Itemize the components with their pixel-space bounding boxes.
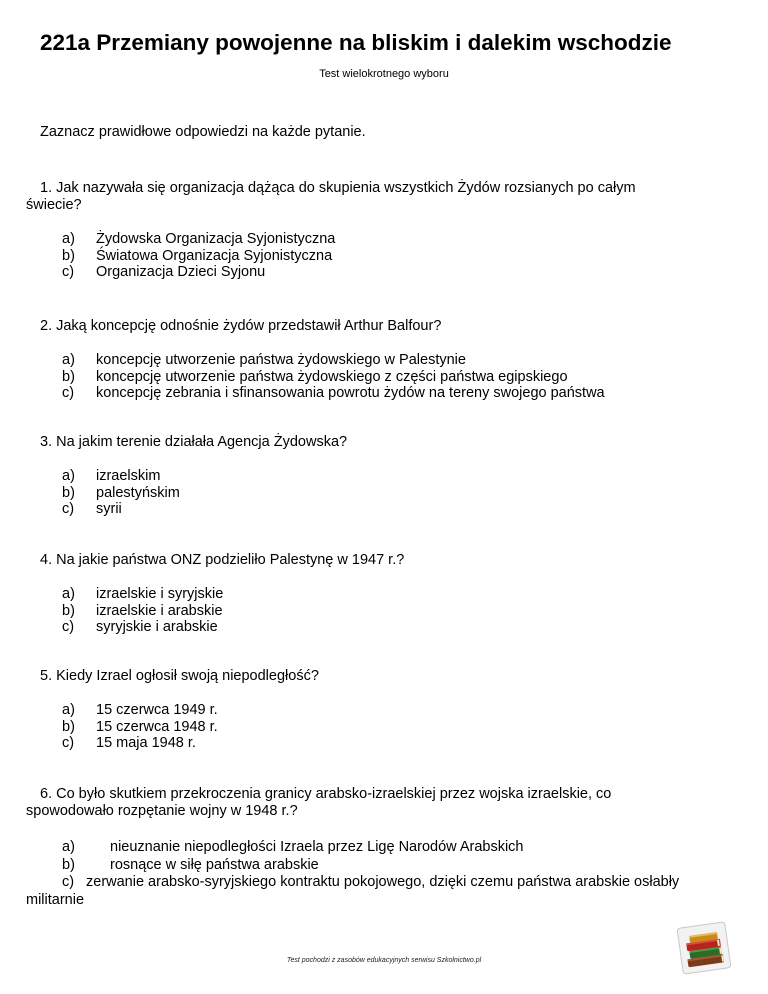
answer-option-b[interactable] — [26, 369, 726, 386]
question-text: 4. Na jakie państwa ONZ podzieliło Palestynę w 1947 r.? — [40, 552, 405, 568]
option-letter: a) — [62, 352, 75, 368]
option-text: palestyńskim — [96, 484, 180, 501]
page-subtitle: Test wielokrotnego wyboru — [319, 68, 449, 80]
question-6 — [26, 786, 726, 909]
option-letter: a) — [62, 702, 75, 718]
question-text: 2. Jaką koncepcję odnośnie żydów przedstawił Arthur Balfour? — [40, 318, 442, 334]
answer-options — [26, 468, 726, 518]
option-letter: b) — [62, 602, 75, 619]
option-letter: b) — [62, 718, 75, 735]
option-letter: c) — [62, 874, 75, 890]
option-text: koncepcję zebrania i sfinansowania powrotu żydów na tereny swojego państwa — [96, 385, 605, 402]
answer-option-b[interactable] — [26, 603, 726, 620]
option-text: nieuznanie niepodległości Izraela przez Ligę Narodów Arabskich — [110, 839, 524, 855]
answer-option-b[interactable] — [26, 248, 726, 265]
option-text: rosnące w siłę państwa arabskie — [110, 856, 319, 873]
option-letter: c) — [62, 735, 75, 752]
option-letter: c) — [62, 385, 75, 402]
answer-options — [26, 839, 726, 909]
option-text: 15 maja 1948 r. — [96, 735, 196, 752]
option-text: Żydowska Organizacja Syjonistyczna — [96, 231, 336, 247]
option-letter: b) — [62, 856, 75, 873]
answer-option-c[interactable] — [26, 735, 726, 752]
answer-options — [26, 352, 726, 402]
answer-option-a[interactable] — [26, 468, 726, 485]
answer-options — [26, 231, 726, 281]
option-letter: b) — [62, 484, 75, 501]
answer-option-a[interactable] — [26, 702, 726, 719]
option-letter: c) — [62, 619, 75, 636]
option-text: izraelskie i syryjskie — [96, 586, 224, 602]
option-text: 15 czerwca 1949 r. — [96, 702, 218, 718]
answer-option-c[interactable] — [26, 264, 726, 281]
answer-options — [26, 586, 726, 636]
answer-option-a[interactable] — [26, 352, 726, 369]
option-text: syryjskie i arabskie — [96, 619, 218, 636]
option-text: izraelskim — [96, 468, 161, 484]
question-3 — [26, 434, 726, 518]
answer-option-a[interactable] — [26, 586, 726, 603]
answer-option-b[interactable] — [26, 719, 726, 736]
option-text: koncepcję utworzenie państwa żydowskiego w Palestynie — [96, 352, 466, 368]
question-text: 3. Na jakim terenie działała Agencja Żydowska? — [40, 434, 348, 450]
option-letter: c) — [62, 501, 75, 518]
option-letter: a) — [62, 839, 75, 855]
instruction-text: Zaznacz prawidłowe odpowiedzi na każde pytanie. — [40, 124, 366, 140]
option-text: syrii — [96, 501, 122, 518]
question-text: 6. Co było skutkiem przekroczenia granicy arabsko-izraelskiej przez wojska izraelskie, co spowodowało rozpętanie wojny w 1948 r.? — [26, 786, 612, 819]
answer-option-c[interactable] — [26, 501, 726, 518]
answer-option-b[interactable] — [26, 857, 726, 875]
option-text: izraelskie i arabskie — [96, 602, 223, 619]
page-title: 221a Przemiany powojenne na bliskim i dalekim wschodzie — [40, 30, 672, 55]
question-4 — [26, 552, 726, 636]
option-letter: b) — [62, 368, 75, 385]
books-stack-icon — [676, 921, 732, 975]
answer-option-a[interactable] — [26, 231, 726, 248]
answer-options — [26, 702, 726, 752]
option-text: Organizacja Dzieci Syjonu — [96, 264, 266, 281]
option-text: koncepcję utworzenie państwa żydowskiego z części państwa egipskiego — [96, 368, 568, 385]
question-text: 5. Kiedy Izrael ogłosił swoją niepodległość? — [40, 668, 319, 684]
page-footer: Test pochodzi z zasobów edukacyjnych serwisu Szkolnictwo.pl — [286, 957, 482, 964]
option-letter: c) — [62, 264, 75, 281]
option-letter: a) — [62, 231, 75, 247]
question-2 — [26, 318, 726, 402]
question-text: 1. Jak nazywała się organizacja dążąca do skupienia wszystkich Żydów rozsianych po całym świecie? — [26, 180, 636, 213]
answer-option-c[interactable] — [26, 619, 726, 636]
option-letter: b) — [62, 247, 75, 264]
option-letter: a) — [62, 586, 75, 602]
question-1 — [26, 180, 726, 281]
answer-option-b[interactable] — [26, 485, 726, 502]
option-text: zerwanie arabsko-syryjskiego kontraktu pokojowego, dzięki czemu państwa arabskie osłabły militarnie — [26, 874, 680, 908]
option-text: 15 czerwca 1948 r. — [96, 718, 218, 735]
answer-option-c[interactable] — [26, 385, 726, 402]
answer-option-c[interactable] — [26, 874, 696, 909]
option-letter: a) — [62, 468, 75, 484]
question-5 — [26, 668, 726, 752]
answer-option-a[interactable] — [26, 839, 726, 857]
option-text: Światowa Organizacja Syjonistyczna — [96, 247, 333, 264]
